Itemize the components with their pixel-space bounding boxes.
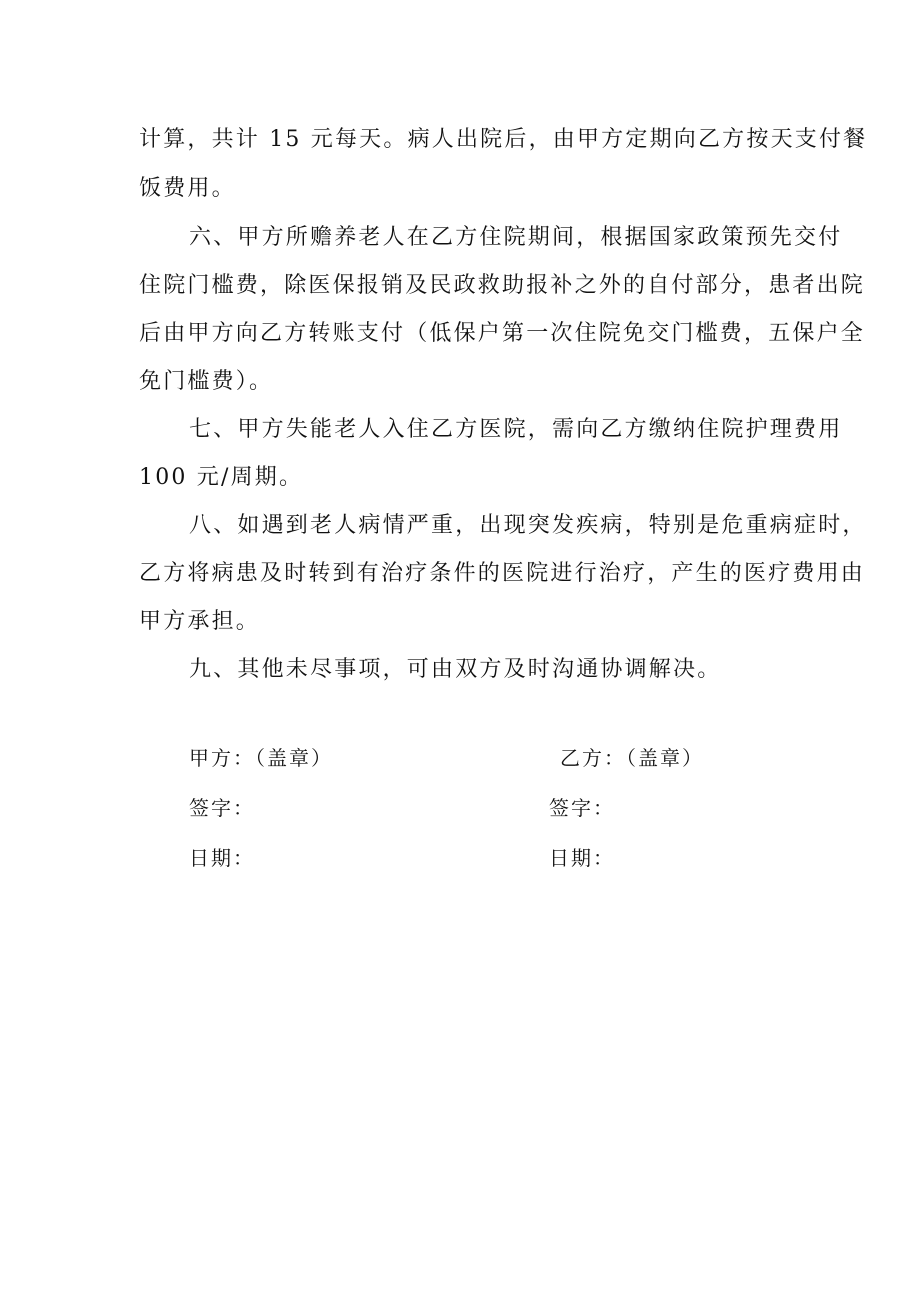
paragraph-line: 后由甲方向乙方转账支付（低保户第一次住院免交门槛费，五保户全 xyxy=(139,321,866,346)
paragraph-line: 甲方承担。 xyxy=(139,609,261,634)
paragraph-line: 住院门槛费，除医保报销及民政救助报补之外的自付部分，患者出院 xyxy=(139,273,866,298)
party-a-seal-label: 甲方：（盖章） xyxy=(189,746,333,770)
paragraph-line: 乙方将病患及时转到有治疗条件的医院进行治疗，产生的医疗费用由 xyxy=(139,561,866,586)
paragraph-line: 七、甲方失能老人入住乙方医院，需向乙方缴纳住院护理费用 xyxy=(189,417,843,442)
paragraph-line: 九、其他未尽事项，可由双方及时沟通协调解决。 xyxy=(189,657,722,682)
paragraph-line: 100 元/周期。 xyxy=(139,465,304,490)
party-b-date-label: 日期： xyxy=(549,846,615,870)
paragraph-line: 八、如遇到老人病情严重，出现突发疾病，特别是危重病症时， xyxy=(189,513,867,538)
paragraph-line: 计算，共计 15 元每天。病人出院后，由甲方定期向乙方按天支付餐 xyxy=(139,127,868,152)
paragraph-line: 饭费用。 xyxy=(139,176,236,201)
party-b-sign-label: 签字： xyxy=(549,796,615,820)
party-a-date-label: 日期： xyxy=(189,846,255,870)
party-a-sign-label: 签字： xyxy=(189,796,255,820)
paragraph-line: 六、甲方所赡养老人在乙方住院期间，根据国家政策预先交付 xyxy=(189,225,843,250)
paragraph-line: 免门槛费）。 xyxy=(139,369,274,394)
party-b-seal-label: 乙方：（盖章） xyxy=(560,746,704,770)
